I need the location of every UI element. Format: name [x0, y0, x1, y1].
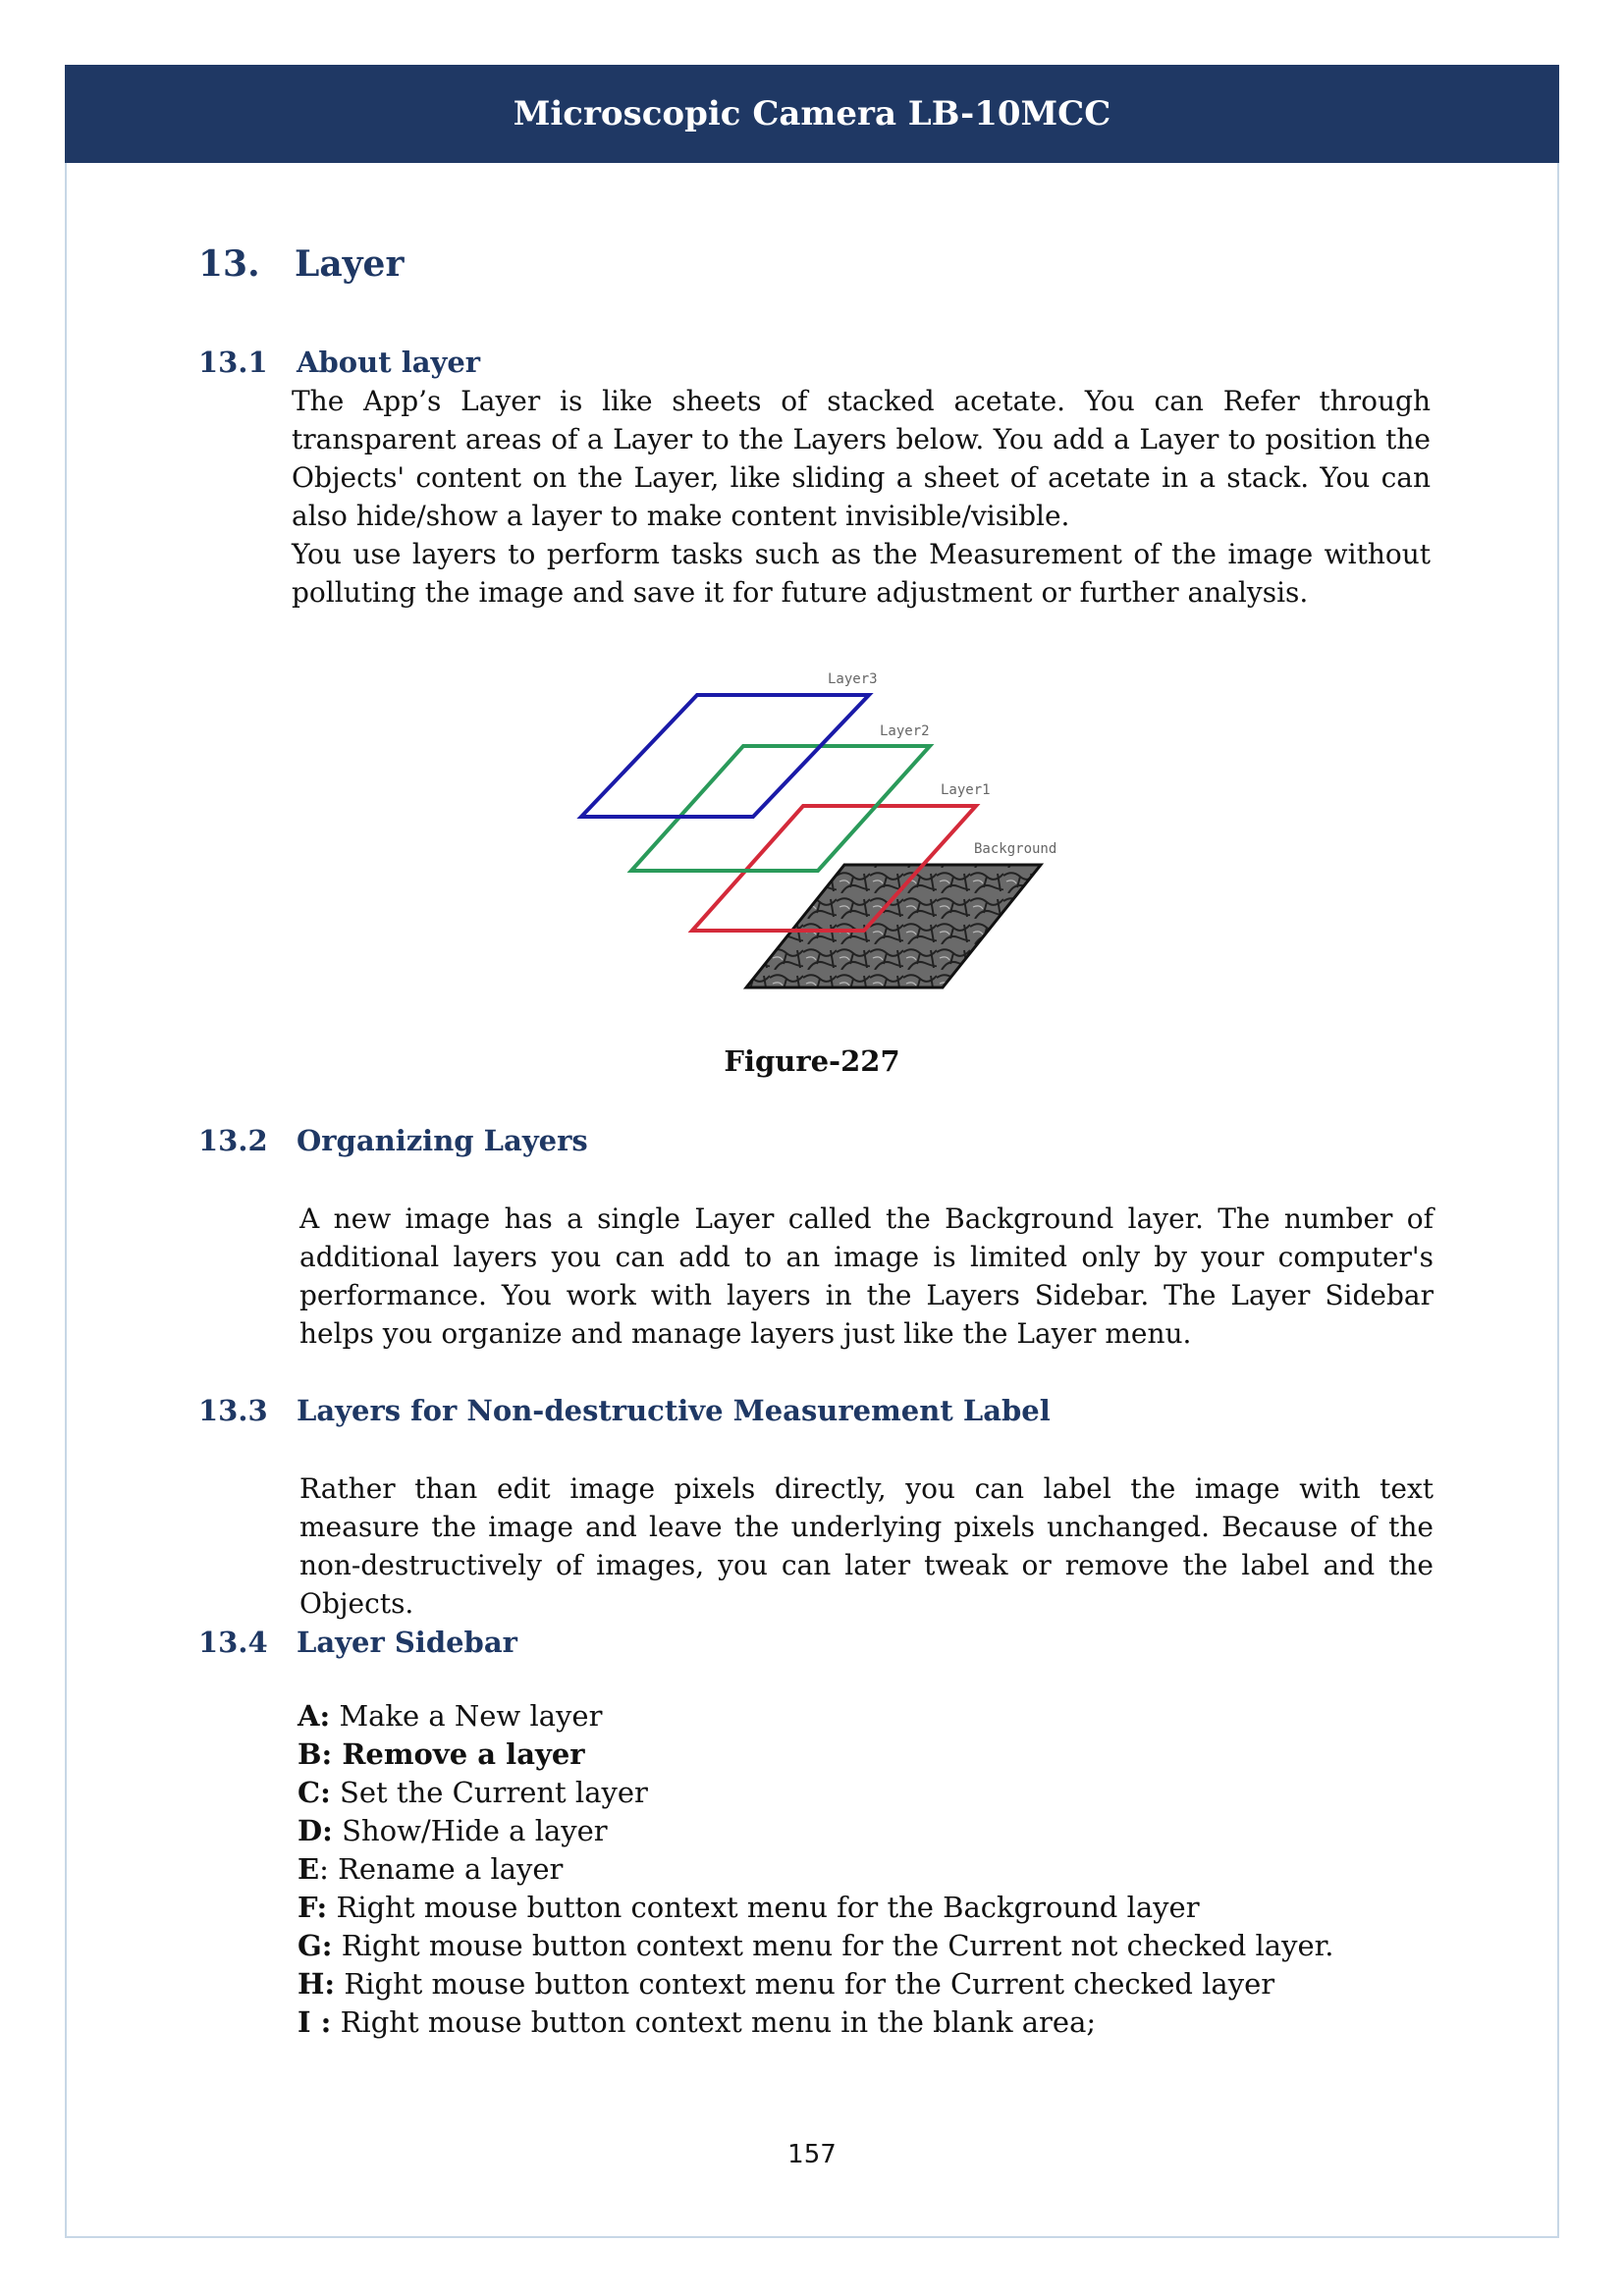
item-text: Right mouse button context menu for the Current not checked layer. — [341, 1929, 1334, 1962]
item-key: D: — [298, 1814, 333, 1847]
item-key: A: — [298, 1699, 331, 1733]
list-item — [298, 1850, 1334, 1889]
section-13-1-body — [292, 382, 1431, 612]
figure-caption: Figure-227 — [724, 1044, 900, 1078]
layer3-label: Layer3 — [828, 671, 878, 687]
section-heading-13-2 — [198, 1124, 588, 1157]
chapter-heading — [198, 243, 404, 285]
background-layer-shape — [746, 865, 1041, 988]
section-title: Layer Sidebar — [297, 1626, 517, 1659]
item-key: C: — [298, 1776, 331, 1809]
section-13-2-body — [299, 1200, 1434, 1353]
item-text: Right mouse button context menu in the blank area; — [340, 2005, 1097, 2039]
item-key: H: — [298, 1967, 336, 2001]
list-item — [298, 1697, 1334, 1735]
item-key: I : — [298, 2005, 332, 2039]
layer3-shape — [581, 695, 869, 817]
item-key: F: — [298, 1891, 328, 1924]
section-heading-13-4 — [198, 1626, 517, 1659]
section-heading-13-3 — [198, 1394, 1051, 1427]
chapter-title: Layer — [295, 243, 405, 285]
header-title: Microscopic Camera LB-10MCC — [513, 94, 1111, 133]
section-title: About layer — [297, 346, 481, 379]
list-item — [298, 1965, 1334, 2003]
layer1-label: Layer1 — [941, 782, 991, 798]
page-number: 157 — [787, 2140, 837, 2169]
layer-stack-figure — [569, 664, 1070, 997]
list-item — [298, 1774, 1334, 1812]
paragraph: A new image has a single Layer called the Background layer. The number of additional layers you can add to an image is limited only by your computer's performance. You work with layers in the Layers Sidebar. The Layer Sidebar helps you organize and manage layers just like the Layer menu. — [299, 1202, 1434, 1350]
section-number: 13.4 — [198, 1626, 268, 1659]
layer2-label: Layer2 — [880, 723, 930, 739]
document-header — [65, 65, 1559, 163]
paragraph: You use layers to perform tasks such as the Measurement of the image without polluting the image and save it for future adjustment or further analysis. — [292, 538, 1431, 609]
section-number: 13.2 — [198, 1124, 268, 1157]
item-key: B: Remove a layer — [298, 1737, 585, 1771]
layer-sidebar-list — [298, 1697, 1334, 2042]
item-text: Right mouse button context menu for the Current checked layer — [344, 1967, 1275, 2001]
item-text: : Rename a layer — [319, 1852, 564, 1886]
list-item — [298, 1735, 1334, 1774]
item-key: G: — [298, 1929, 333, 1962]
item-text: Make a New layer — [339, 1699, 603, 1733]
list-item — [298, 1812, 1334, 1850]
item-text: Show/Hide a layer — [342, 1814, 608, 1847]
item-text: Set the Current layer — [340, 1776, 648, 1809]
background-label: Background — [974, 841, 1057, 857]
section-13-3-body — [299, 1469, 1434, 1623]
list-item — [298, 1927, 1334, 1965]
item-key: E — [298, 1852, 320, 1886]
list-item — [298, 2003, 1334, 2042]
section-heading-13-1 — [198, 346, 480, 379]
section-title: Layers for Non-destructive Measurement Label — [297, 1394, 1051, 1427]
section-number: 13.3 — [198, 1394, 268, 1427]
list-item — [298, 1889, 1334, 1927]
item-text: Right mouse button context menu for the Background layer — [336, 1891, 1200, 1924]
chapter-number: 13. — [198, 243, 260, 285]
paragraph: The App’s Layer is like sheets of stacked acetate. You can Refer through transparent areas of a Layer to the Layers below. You add a Layer to position the Objects' content on the Layer, like sliding a sheet of acetate in a stack. You can also hide/show a layer to make content invisible/visible. — [292, 385, 1431, 532]
paragraph: Rather than edit image pixels directly, you can label the image with text measure the image and leave the underlying pixels unchanged. Because of the non-destructively of images, you can later tweak or remove the label and the Objects. — [299, 1472, 1434, 1620]
section-number: 13.1 — [198, 346, 268, 379]
layer2-shape — [631, 746, 930, 871]
section-title: Organizing Layers — [297, 1124, 588, 1157]
